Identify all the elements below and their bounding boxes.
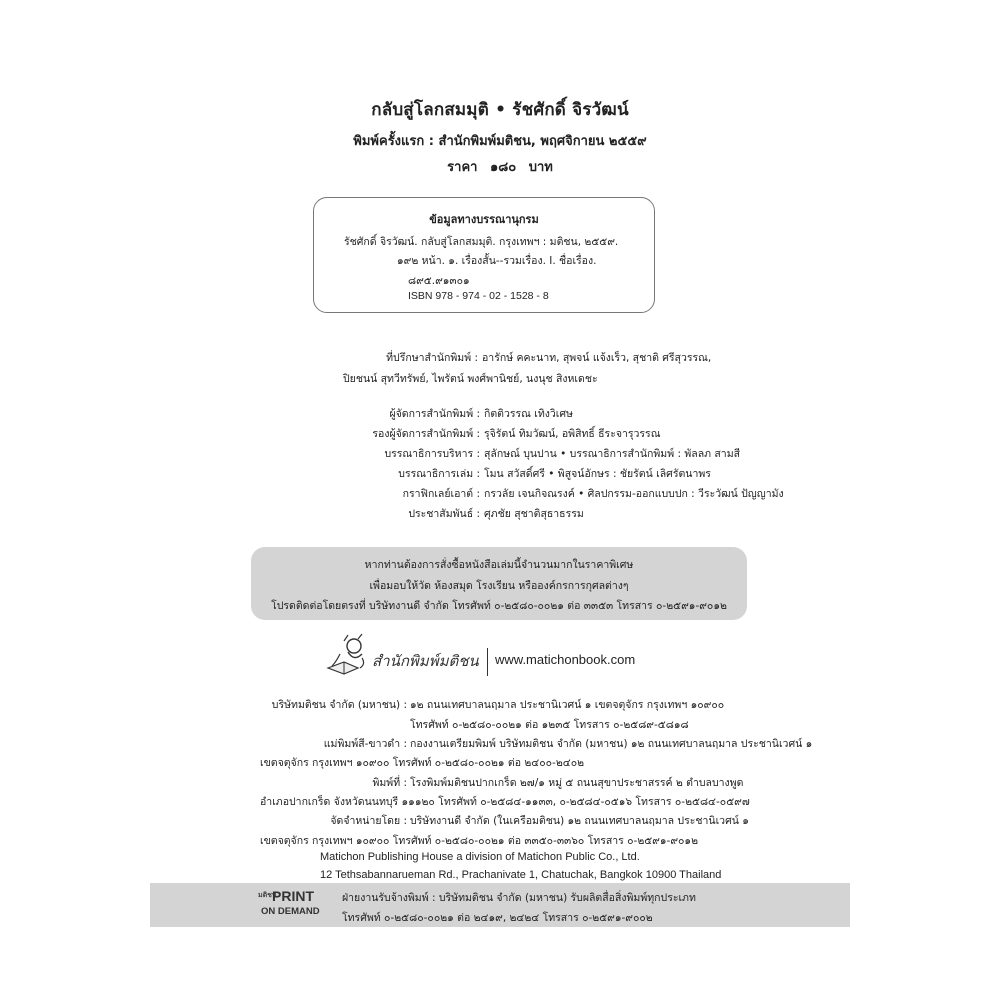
cataloging-line-1: รัชศักดิ์ จิรวัฒน์. กลับสู่โลกสมมุติ. กรุงเทพฯ : มติชน, ๒๕๕๙. xyxy=(344,236,619,248)
publisher-website: www.matichonbook.com xyxy=(495,652,636,667)
company-phone: โทรศัพท์ ๐-๒๕๘๐-๐๐๒๑ ต่อ ๑๒๓๕ โทรสาร ๐-๒๕๘๙-๕๘๑๘ xyxy=(410,719,689,731)
english-imprint-line-1: Matichon Publishing House a division of Matichon Public Co., Ltd. xyxy=(320,851,640,863)
printer-label: พิมพ์ที่ : xyxy=(372,777,407,789)
cataloging-box xyxy=(313,197,655,313)
staff-label: รองผู้จัดการสำนักพิมพ์ : xyxy=(372,428,480,440)
company-address: ๑๒ ถนนเทศบาลนฤมาล ประชานิเวศน์ ๑ เขตจตุจักร กรุงเทพฯ ๑๐๙๐๐ xyxy=(410,699,725,711)
advisors-label: ที่ปรึกษาสำนักพิมพ์ : xyxy=(386,352,478,364)
staff-label: บรรณาธิการเล่ม : xyxy=(398,468,480,480)
staff-label: บรรณาธิการบริหาร : xyxy=(384,448,480,460)
distributor-address-2: เขตจตุจักร กรุงเทพฯ ๑๐๙๐๐ โทรศัพท์ ๐-๒๕๘๐-๐๐๒๑ ต่อ ๓๓๕๐-๓๓๖๐ โทรสาร ๐-๒๕๙๑-๙๐๑๒ xyxy=(260,835,699,847)
isbn: ISBN 978 - 974 - 02 - 1528 - 8 xyxy=(408,290,549,302)
logo-divider xyxy=(487,648,488,676)
staff-value: โมน สวัสดิ์ศรี • พิสูจน์อักษร : ชัยรัตน์ เลิศรัตนาพร xyxy=(484,468,711,480)
price-unit: บาท xyxy=(528,160,553,175)
bulk-order-line-2: เพื่อมอบให้วัด ห้องสมุด โรงเรียน หรือองค์กรการกุศลต่างๆ xyxy=(369,580,629,592)
cataloging-line-2: ๑๙๒ หน้า. ๑. เรื่องสั้น--รวมเรื่อง. I. ชื่อเรื่อง. xyxy=(397,255,597,267)
cataloging-heading: ข้อมูลทางบรรณานุกรม xyxy=(429,213,539,226)
price-line xyxy=(0,156,1000,177)
bulk-order-line-1: หากท่านต้องการสั่งซื้อหนังสือเล่มนี้จำนวนมากในราคาพิเศษ xyxy=(364,559,634,571)
bulk-order-notice xyxy=(251,547,747,620)
publisher-logo xyxy=(322,632,482,680)
pod-contact-line: โทรศัพท์ ๐-๒๕๘๐-๐๐๒๑ ต่อ ๒๔๑๙, ๒๔๒๔ โทรสาร ๐-๒๕๙๑-๙๐๐๒ xyxy=(342,912,653,924)
pod-logo-demand: ON DEMAND xyxy=(261,906,320,917)
cataloging-classification: ๘๙๕.๙๑๓๐๑ xyxy=(408,275,470,287)
company-label: บริษัทมติชน จำกัด (มหาชน) : xyxy=(271,699,407,711)
distributor-address-1: บริษัทงานดี จำกัด (ในเครือมติชน) ๑๒ ถนนเทศบาลนฤมาล ประชานิเวศน์ ๑ xyxy=(410,815,749,827)
staff-value: สุลักษณ์ บุนปาน • บรรณาธิการสำนักพิมพ์ : พัลลภ สามสี xyxy=(484,448,741,460)
staff-value: กิตติวรรณ เทิงวิเศษ xyxy=(484,408,573,420)
bulk-order-line-3: โปรดติดต่อโดยตรงที่ บริษัทงานดี จำกัด โทรศัพท์ ๐-๒๕๘๐-๐๐๒๑ ต่อ ๓๓๕๓ โทรสาร ๐-๒๕๙๑-๙๐๑๒ xyxy=(271,600,727,612)
print-on-demand-logo xyxy=(258,888,326,924)
advisors-line-2: ปิยชนน์ สุทวีทรัพย์, ไพรัตน์ พงศ์พานิชย์, นงนุช สิงหเดชะ xyxy=(343,373,598,385)
book-title: กลับสู่โลกสมมุติ • รัชศักดิ์ จิรวัฒน์ xyxy=(371,100,629,120)
staff-label: ประชาสัมพันธ์ : xyxy=(408,508,480,520)
english-imprint-line-2: 12 Tethsabannarueman Rd., Prachanivate 1, Chatuchak, Bangkok 10900 Thailand xyxy=(320,869,722,881)
staff-label: ผู้จัดการสำนักพิมพ์ : xyxy=(389,408,480,420)
distributor-label: จัดจำหน่ายโดย : xyxy=(330,815,407,827)
publisher-script-logo: สำนักพิมพ์มติชน xyxy=(372,652,479,670)
printer-address-2: อำเภอปากเกร็ด จังหวัดนนทบุรี ๑๑๑๒๐ โทรศัพท์ ๐-๒๕๘๔-๑๑๓๓, ๐-๒๕๘๔-๐๕๑๖ โทรสาร ๐-๒๕๘๔-๐๕๙๗ xyxy=(260,796,750,808)
price-label: ราคา xyxy=(447,160,478,175)
pod-service-line: ฝ่ายงานรับจ้างพิมพ์ : บริษัทมติชน จำกัด (มหาชน) รับผลิตสื่อสิ่งพิมพ์ทุกประเภท xyxy=(342,892,696,904)
plate-address-1: กองงานเตรียมพิมพ์ บริษัทมติชน จำกัด (มหาชน) ๑๒ ถนนเทศบาลนฤมาล ประชานิเวศน์ ๑ xyxy=(410,738,813,750)
staff-value: ศุภชัย สุชาติสุธาธรรม xyxy=(484,508,584,520)
printer-address-1: โรงพิมพ์มติชนปากเกร็ด ๒๗/๑ หมู่ ๕ ถนนสุขาประชาสรรค์ ๒ ตำบลบางพูด xyxy=(410,777,744,789)
staff-value: รุจิรัตน์ ทิมวัฒน์, อพิสิทธิ์ ธีระจารุวรรณ xyxy=(484,428,661,440)
advisors-line-1: อารักษ์ คคะนาท, สุพจน์ แจ้งเร็ว, สุชาติ ศรีสุวรรณ, xyxy=(482,352,712,364)
staff-label: กราฟิกเลย์เอาต์ : xyxy=(402,488,480,500)
staff-value: กรวลัย เจนกิจณรงค์ • ศิลปกรรม-ออกแบบปก : วีระวัฒน์ ปัญญามัง xyxy=(484,488,784,500)
price-value: ๑๘๐ xyxy=(489,160,517,175)
edition-line: พิมพ์ครั้งแรก : สำนักพิมพ์มติชน, พฤศจิกายน ๒๕๕๙ xyxy=(353,134,647,149)
plate-label: แม่พิมพ์สี-ขาวดำ : xyxy=(323,738,407,750)
pod-logo-print: PRINT xyxy=(272,888,314,904)
plate-address-2: เขตจตุจักร กรุงเทพฯ ๑๐๙๐๐ โทรศัพท์ ๐-๒๕๘๐-๐๐๒๑ ต่อ ๒๔๐๐-๒๔๐๒ xyxy=(260,757,585,769)
pod-logo-brand: มติชน xyxy=(258,891,277,899)
